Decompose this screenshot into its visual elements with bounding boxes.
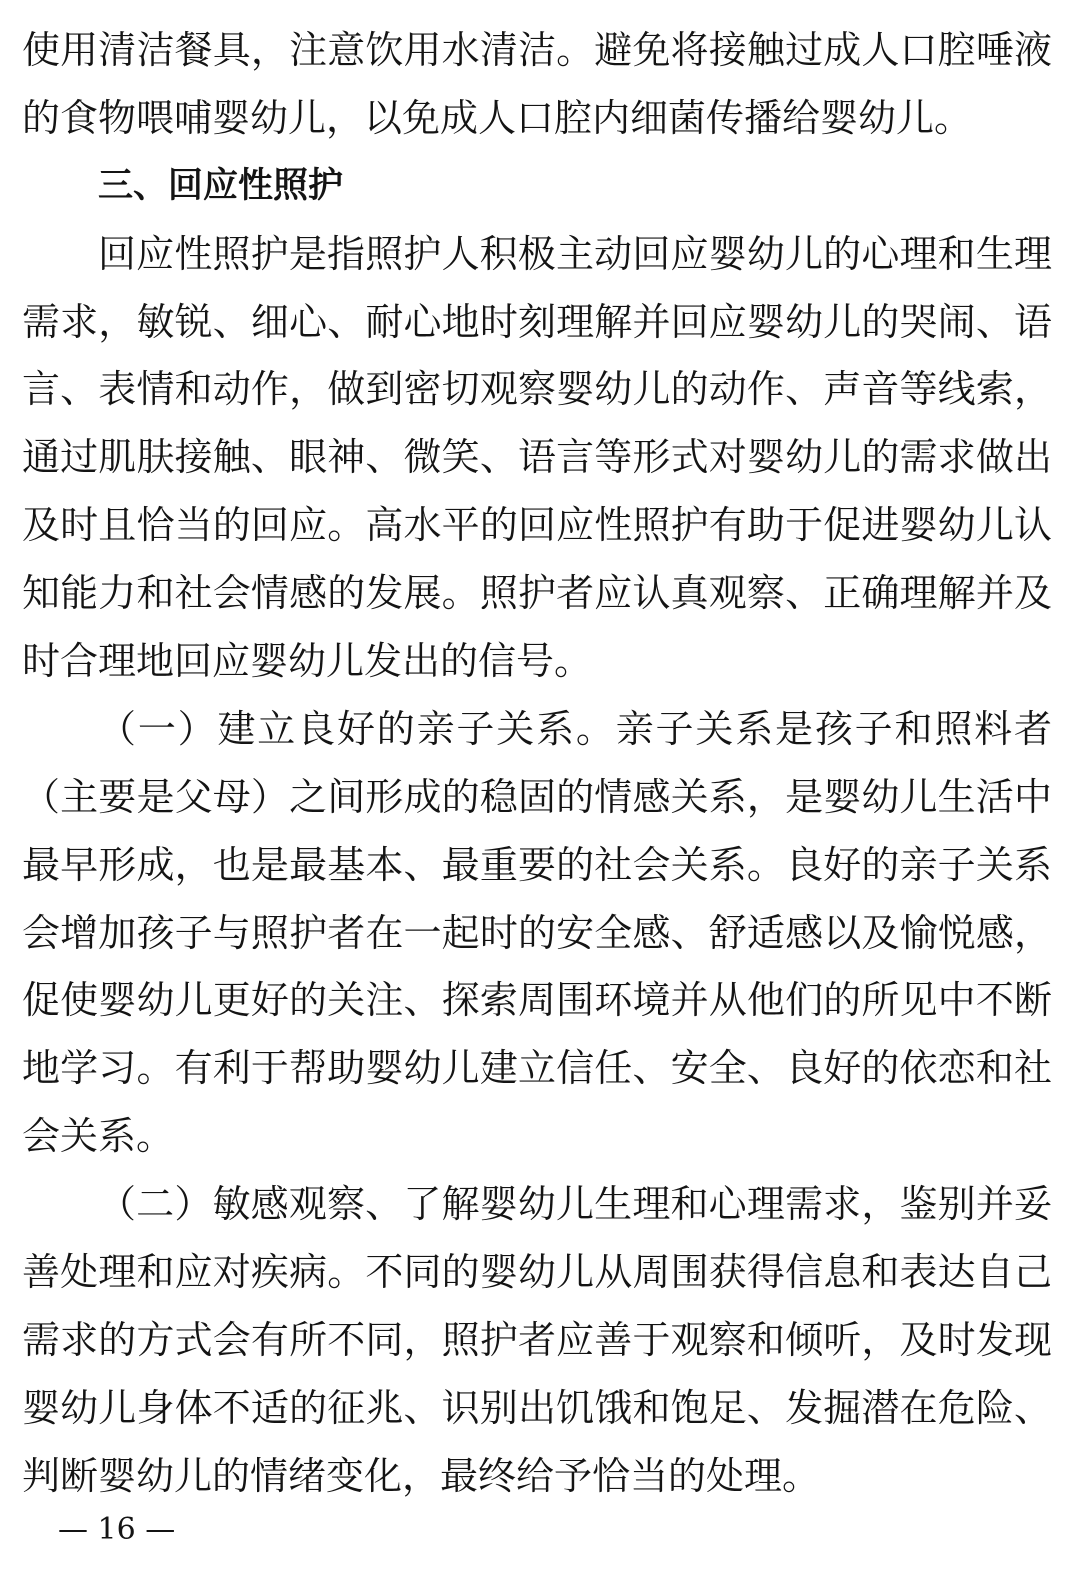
text-line: （主要是父母）之间形成的稳固的情感关系，是婴幼儿生活中 [22,774,1052,819]
text-line: 的食物喂哺婴幼儿，以免成人口腔内细菌传播给婴幼儿。 [22,95,973,140]
page-number: — 16 — [58,1512,176,1547]
paragraph-4 [22,1171,1052,1510]
section-heading [22,153,1052,221]
paragraph-2 [22,221,1052,696]
text-line: 婴幼儿身体不适的征兆、识别出饥饿和饱足、发掘潜在危险、 [22,1385,1052,1430]
text-line: 言、表情和动作，做到密切观察婴幼儿的动作、声音等线索， [22,367,1052,412]
text-line: 使用清洁餐具，注意饮用水清洁。避免将接触过成人口腔唾液 [22,28,1052,72]
text-line: 判断婴幼儿的情绪变化，最终给予恰当的处理。 [22,1453,821,1498]
text-line: 需求的方式会有所不同，照护者应善于观察和倾听，及时发现 [22,1317,1052,1362]
text-line: 及时且恰当的回应。高水平的回应性照护有助于促进婴幼儿认 [22,503,1052,548]
text-line: 最早形成，也是最基本、最重要的社会关系。良好的亲子关系 [22,842,1052,887]
text-line: 会增加孩子与照护者在一起时的安全感、舒适感以及愉悦感， [22,910,1052,955]
text-line: 回应性照护是指照护人积极主动回应婴幼儿的心理和生理 [98,231,1052,276]
text-line: 时合理地回应婴幼儿发出的信号。 [22,639,593,684]
paragraph-3 [22,696,1052,1171]
text-line: 需求，敏锐、细心、耐心地时刻理解并回应婴幼儿的哭闹、语 [22,299,1052,344]
text-line: 通过肌肤接触、眼神、微笑、语言等形式对婴幼儿的需求做出 [22,435,1052,480]
text-line: （一）建立良好的亲子关系。亲子关系是孩子和照料者 [98,706,1052,751]
text-line: 促使婴幼儿更好的关注、探索周围环境并从他们的所见中不断 [22,978,1052,1023]
text-line: 地学习。有利于帮助婴幼儿建立信任、安全、良好的依恋和社 [22,1046,1052,1091]
section-title: 三、回应性照护 [98,165,344,206]
document-page [22,17,1052,1511]
text-line: 善处理和应对疾病。不同的婴幼儿从周围获得信息和表达自己 [22,1250,1052,1295]
text-line: 会关系。 [22,1114,175,1159]
text-line: 知能力和社会情感的发展。照护者应认真观察、正确理解并及 [22,571,1052,616]
paragraph-1 [22,17,1052,153]
text-line: （二）敏感观察、了解婴幼儿生理和心理需求，鉴别并妥 [98,1182,1052,1227]
